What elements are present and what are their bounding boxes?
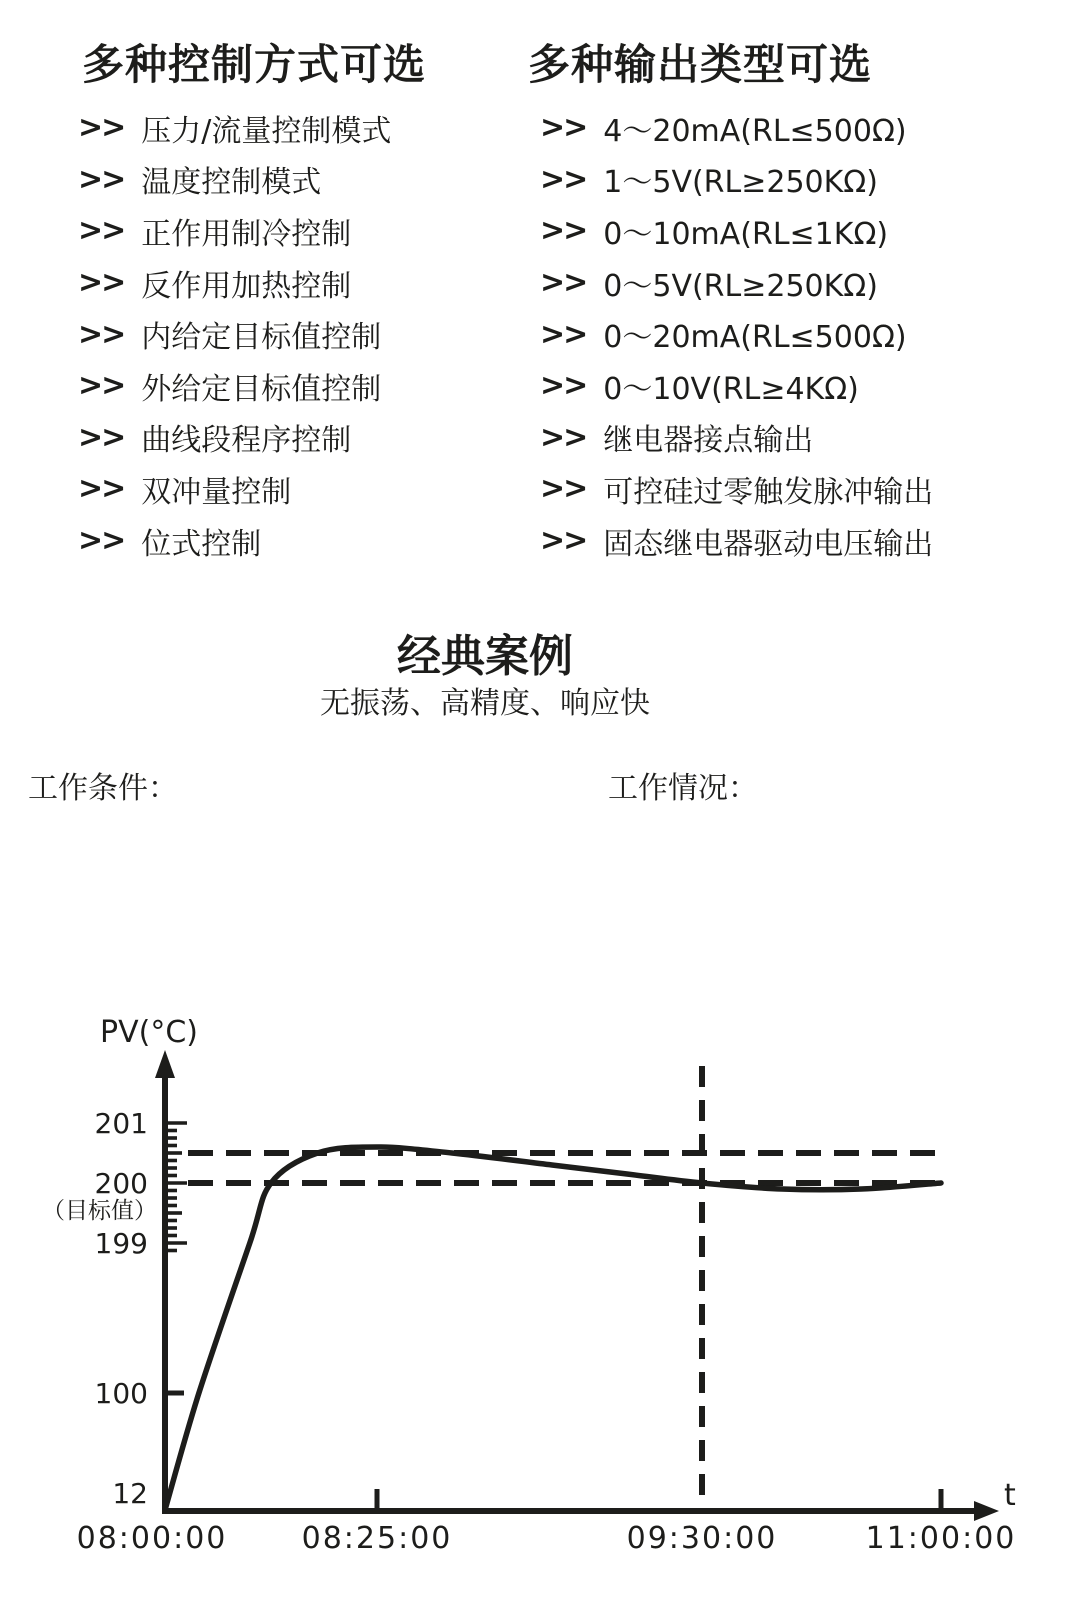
control-method-label: 压力/流量控制模式 [141,113,392,149]
chevrons-icon: >> [540,316,587,352]
chevrons-icon: >> [540,110,587,146]
pv-curve [165,1147,941,1510]
control-method-label: 曲线段程序控制 [141,423,352,459]
output-type-label: 0～5V(RL≥250KΩ) [603,268,878,304]
output-type-item [540,205,933,257]
control-method-label: 内给定目标值控制 [141,320,382,356]
work-results-title: 工作情况： [608,771,758,806]
chevrons-icon: >> [78,471,125,507]
target-value-note: （目标值） [42,1198,157,1224]
control-method-item [78,463,391,515]
output-types-title: 多种输出类型可选 [528,40,873,89]
output-type-item [540,463,933,515]
y-tick-label: 12 [112,1477,148,1510]
output-type-label: 可控硅过零触发脉冲输出 [603,474,934,510]
control-method-item [78,515,391,567]
output-type-label: 固态继电器驱动电压输出 [603,526,934,562]
control-method-label: 温度控制模式 [141,165,322,201]
control-curve-chart [0,970,1080,1607]
chevrons-icon: >> [540,213,587,249]
case-section-title: 经典案例 [397,631,573,682]
work-results-block [608,766,758,812]
y-axis-title: PV(°C) [100,1015,198,1050]
output-type-item [540,308,933,360]
control-method-item [78,308,391,360]
control-method-item [78,154,391,206]
output-type-item [540,515,933,567]
control-method-label: 正作用制冷控制 [141,216,352,252]
chevrons-icon: >> [540,265,587,301]
control-method-item [78,257,391,309]
control-method-item [78,102,391,154]
chevrons-icon: >> [78,368,125,404]
case-section-subtitle: 无振荡、高精度、响应快 [320,686,650,721]
control-methods-title: 多种控制方式可选 [82,40,427,89]
y-tick-label: 201 [94,1107,148,1140]
control-method-label: 位式控制 [141,526,262,562]
y-tick-label: 100 [94,1377,148,1410]
chevrons-icon: >> [540,471,587,507]
chevrons-icon: >> [78,213,125,249]
x-tick-label: 11:00:00 [865,1521,1017,1556]
x-tick-label: 08:00:00 [76,1521,228,1556]
output-type-item [540,360,933,412]
output-type-item [540,412,933,464]
control-method-label: 反作用加热控制 [141,268,352,304]
chevrons-icon: >> [78,110,125,146]
y-tick-label: 200 [94,1167,148,1200]
control-method-label: 双冲量控制 [141,474,292,510]
x-tick-label: 09:30:00 [626,1521,778,1556]
output-types-list [540,102,933,566]
output-type-item [540,154,933,206]
output-type-label: 4～20mA(RL≤500Ω) [603,113,907,149]
control-methods-list [78,102,391,566]
output-type-label: 继电器接点输出 [603,423,814,459]
chevrons-icon: >> [540,523,587,559]
output-type-label: 0～20mA(RL≤500Ω) [603,320,907,356]
chevrons-icon: >> [540,161,587,197]
y-axis-arrow [155,1050,175,1078]
control-method-item [78,412,391,464]
x-axis-arrow [974,1501,999,1521]
control-method-item [78,360,391,412]
work-conditions-title: 工作条件： [28,771,178,806]
y-tick-label: 199 [94,1227,148,1260]
x-axis-title: t [1004,1478,1016,1513]
chevrons-icon: >> [78,265,125,301]
output-type-label: 0～10V(RL≥4KΩ) [603,371,859,407]
output-type-item [540,102,933,154]
chevrons-icon: >> [78,523,125,559]
chevrons-icon: >> [540,368,587,404]
control-method-item [78,205,391,257]
output-type-label: 1～5V(RL≥250KΩ) [603,165,878,201]
chevrons-icon: >> [78,419,125,455]
chevrons-icon: >> [540,419,587,455]
work-conditions-block [28,766,178,812]
output-type-label: 0～10mA(RL≤1KΩ) [603,216,889,252]
control-method-label: 外给定目标值控制 [141,371,382,407]
chevrons-icon: >> [78,161,125,197]
output-type-item [540,257,933,309]
x-tick-label: 08:25:00 [301,1521,453,1556]
chevrons-icon: >> [78,316,125,352]
